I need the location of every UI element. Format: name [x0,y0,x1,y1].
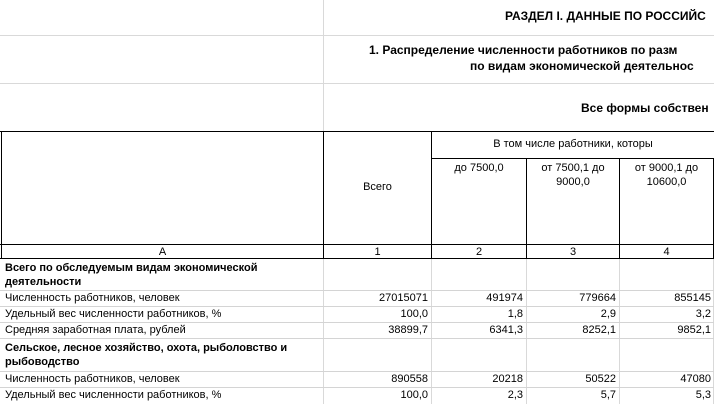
cell-value: 2,3 [507,389,523,401]
cell-value: 6341,3 [489,324,523,336]
cell-value: 779664 [579,292,616,304]
index-1: 1 [374,246,381,258]
index-a: А [158,246,167,258]
index-4: 4 [663,246,670,258]
table-title-line1: 1. Распределение численности работников по разм [369,43,678,57]
row-label: Численность работников, человек [5,292,180,304]
cell-value: 9852,1 [677,324,711,336]
cell-value: 100,0 [400,389,428,401]
ownership-title: Все формы собствен [581,101,709,115]
header-col-2: от 7500,1 до 9000,0 [541,162,605,188]
table-title-line2: по видам экономической деятельнос [470,59,694,73]
cell-value: 5,3 [695,389,711,401]
table-title [324,36,714,83]
row-label: Численность работников, человек [5,373,180,385]
cell-value: 100,0 [400,308,428,320]
header-group-label: В том числе работники, которы [493,138,653,150]
header-col-3: от 9000,1 до 10600,0 [634,162,699,188]
cell-value: 890558 [391,373,428,385]
cell-value: 2,9 [600,308,616,320]
cell-value: 27015071 [379,292,428,304]
cell-value: 5,7 [600,389,616,401]
cell-value: 50522 [585,373,616,385]
data-table [0,131,714,404]
cell-value: 855145 [674,292,711,304]
cell-value: 491974 [486,292,523,304]
cell-value: 47080 [680,373,711,385]
cell-value: 8252,1 [582,324,616,336]
row-label: Средняя заработная плата, рублей [5,324,186,336]
header-col-1: до 7500,0 [454,162,504,174]
header-col-total: Всего [363,181,392,193]
row-label: Удельный вес численности работников, % [5,308,222,320]
cell-value: 38899,7 [388,324,428,336]
section-row-label: Сельское, лесное хозяйство, охота, рыболовство и рыбоводство [5,342,288,368]
row-label: Удельный вес численности работников, % [5,389,222,401]
index-3: 3 [569,246,577,258]
section-row-label: Всего по обследуемым видам экономической деятельности [5,262,258,288]
section-title: РАЗДЕЛ I. ДАННЫЕ ПО РОССИЙС [505,9,706,23]
cell-value: 3,2 [695,308,711,320]
index-2: 2 [475,246,483,258]
cell-value: 1,8 [507,308,523,320]
cell-value: 20218 [492,373,523,385]
